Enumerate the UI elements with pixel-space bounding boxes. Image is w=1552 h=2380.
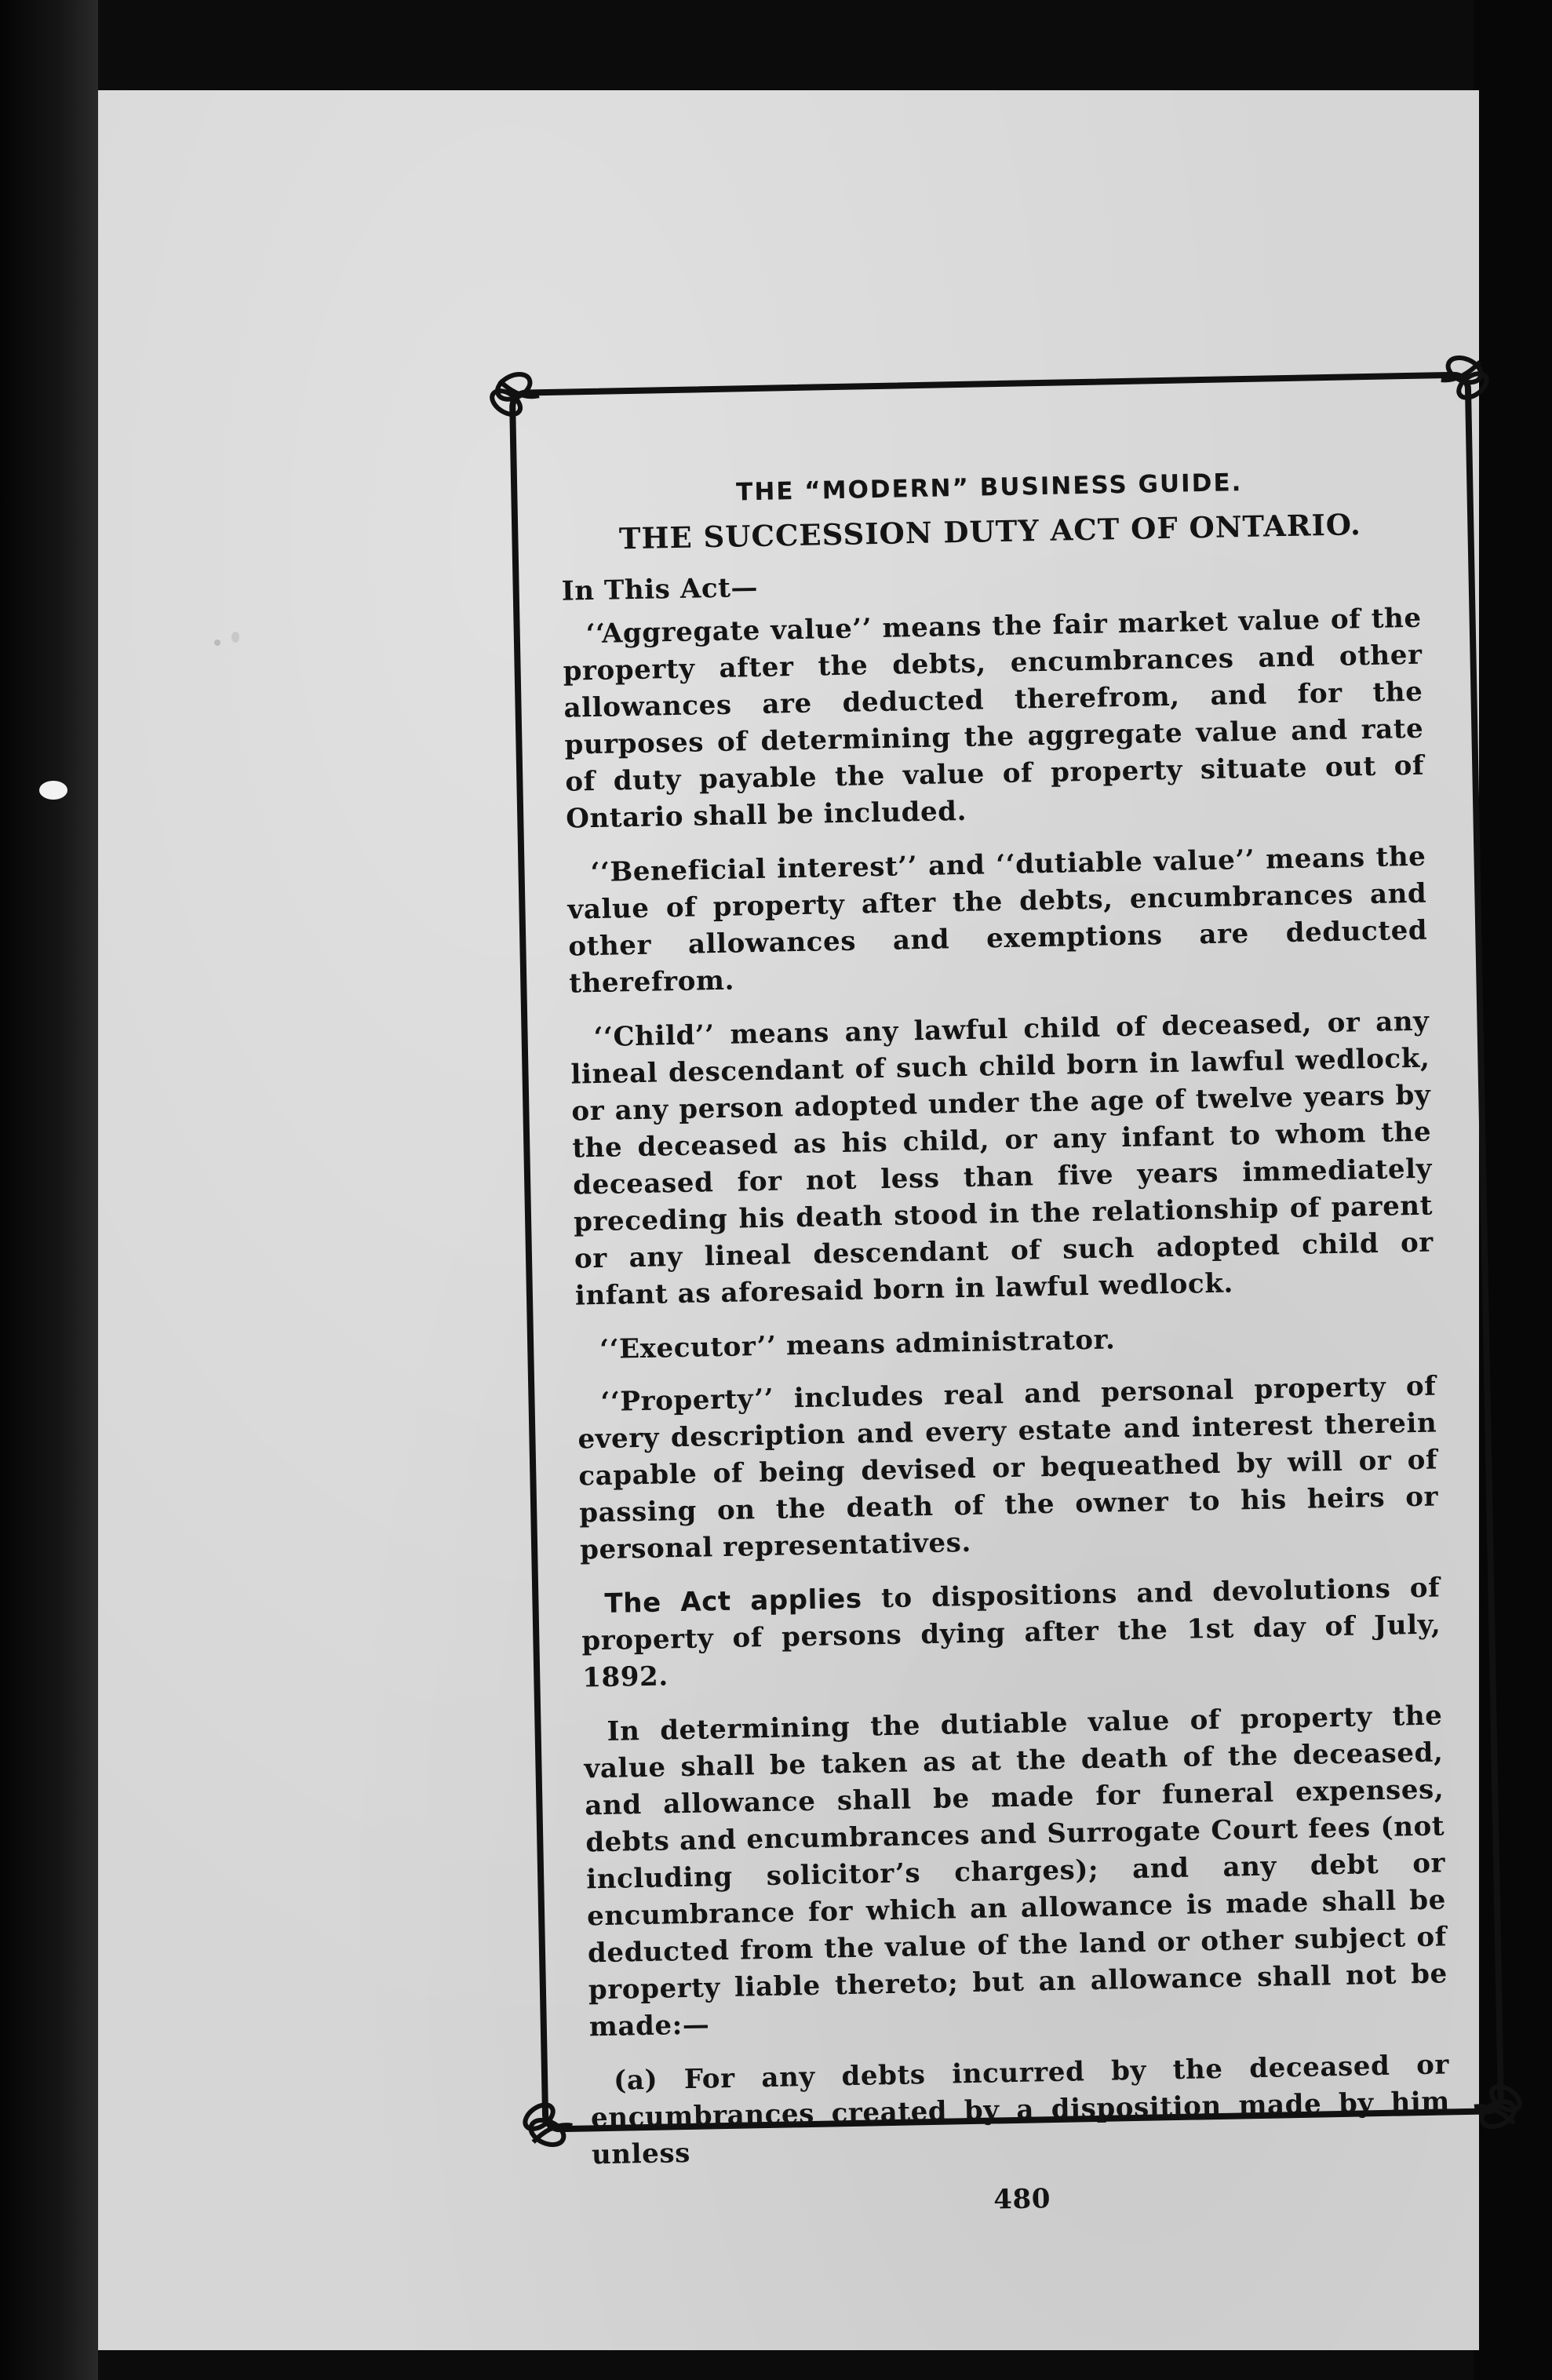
page-title: THE SUCCESSION DUTY ACT OF ONTARIO. bbox=[618, 507, 1362, 556]
act-applies-paragraph bbox=[581, 1569, 1442, 1697]
paragraph-text: ‘‘Aggregate value’’ means the fair market value of the property after the debts, encumbrances and other allowances are deducted therefrom, and for the purposes of determining the aggregate value and rate of duty payable the value of property situate out of Ontario shall be included. bbox=[563, 602, 1425, 835]
lead-in: In This Act— bbox=[561, 571, 759, 607]
corner-ornament-icon bbox=[1425, 346, 1497, 418]
corner-ornament-icon bbox=[1458, 2068, 1530, 2140]
paragraph-text: ‘‘Beneficial interest’’ and ‘‘dutiable value’’ means the value of property after the debts, encumbrances and other allowances and exemptions are deducted therefrom. bbox=[567, 840, 1428, 1000]
corner-ornament-icon bbox=[516, 2086, 588, 2158]
book-page bbox=[98, 90, 1479, 2350]
page-content bbox=[559, 461, 1452, 2227]
paragraph-text: In determining the dutiable value of property the value shall be taken as at the death of the deceased, and allowance shall be made for funeral expenses, debts and encumbrances and Surrogate Court fees (not including solicitor’s charges); and any debt or encumbrance for which an allowance is made shall be deducted from the value of the land or other subject of property liable thereto; but an allowance shall not be made:— bbox=[584, 1700, 1448, 2043]
definition-executor bbox=[576, 1316, 1436, 1369]
definition-aggregate-value bbox=[562, 600, 1425, 838]
scan-left-margin bbox=[0, 0, 98, 2380]
paragraph-text: (a) For any debts incurred by the deceased or encumbrances created by a disposition made by him unless bbox=[590, 2049, 1451, 2171]
definition-property bbox=[577, 1369, 1439, 1569]
definition-beneficial-interest bbox=[567, 839, 1428, 1003]
clause-a-paragraph bbox=[590, 2047, 1452, 2174]
scan-speck bbox=[214, 640, 220, 646]
ornamental-border bbox=[509, 371, 1504, 2216]
page-number: 480 bbox=[993, 2183, 1051, 2216]
scan-speck bbox=[39, 781, 67, 800]
running-head: THE “MODERN” BUSINESS GUIDE. bbox=[735, 468, 1243, 507]
paragraph-text: to dispositions and devolutions of property of persons dying after the 1st day of July, 1892. bbox=[581, 1572, 1441, 1694]
paragraph-text: ‘‘Child’’ means any lawful child of deceased, or any lineal descendant of such child born in lawful wedlock, or any person adopted under the age of twelve years by the deceased as his child, or any infant to whom the deceased for not less than five years immediately preceding his death stood in the relationship of parent or any lineal descendant of such adopted child or infant as aforesaid born in lawful wedlock. bbox=[570, 1005, 1434, 1312]
paragraph-text: ‘‘Property’’ includes real and personal property of every description and every estate and interest therein capable of being devised or bequeathed by will or of passing on the death of the owner to his heirs or personal representatives. bbox=[577, 1370, 1439, 1566]
paragraph-text: ‘‘Executor’’ means administrator. bbox=[599, 1324, 1116, 1365]
dutiable-value-paragraph bbox=[583, 1697, 1448, 2046]
corner-ornament-icon bbox=[483, 364, 556, 436]
paragraph-bold-lead: The Act applies bbox=[604, 1583, 863, 1620]
definition-child bbox=[570, 1004, 1434, 1315]
scan-speck bbox=[231, 632, 239, 643]
